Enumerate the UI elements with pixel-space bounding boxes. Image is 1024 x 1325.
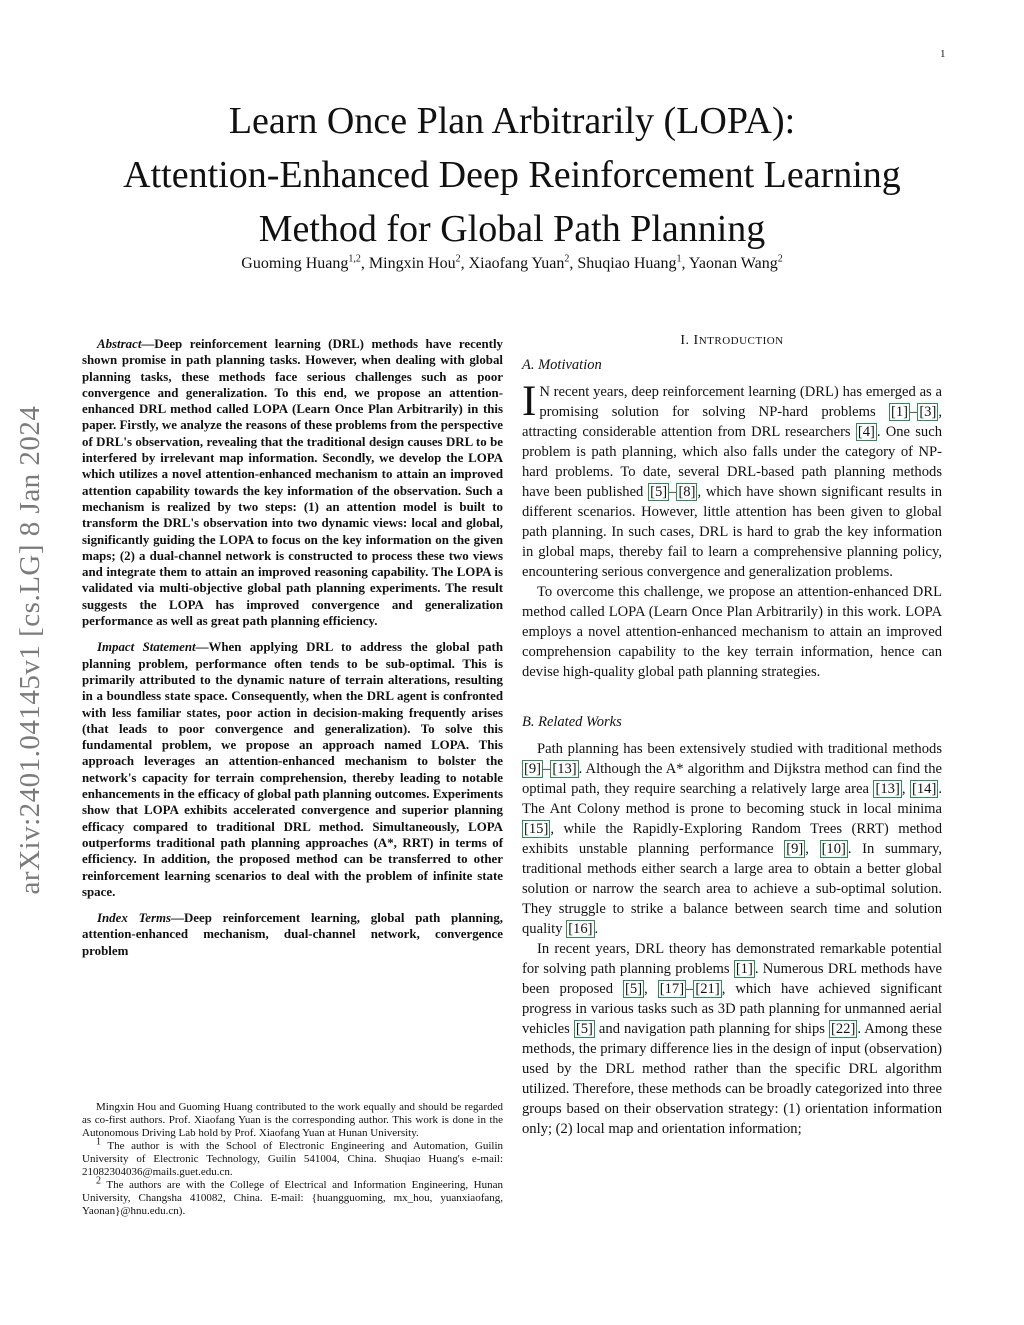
citation[interactable]: [13] (875, 781, 900, 797)
author: Mingxin Hou (368, 255, 456, 272)
footnote-1: $^1$ The author is with the School of Electronic Engineering and Automation, Guilin University of Electronic Technology, Guilin 541004, China. Shuqiao Huang's e-mail: 21082304036@mails.guet.edu.cn. (82, 1136, 503, 1178)
author: Shuqiao Huang (577, 255, 677, 272)
citation[interactable]: [15] (524, 821, 549, 837)
title-line-1: Learn Once Plan Arbitrarily (LOPA): (228, 100, 796, 142)
citation[interactable]: [4] (857, 424, 875, 440)
impact-label: Impact Statement (97, 640, 196, 655)
related-paragraph-1: Path planning has been extensively studied with traditional methods [9] – [13] . Although the A* algorithm and Dijkstra method can find the optimal path, they require searching a relatively large area [13] , [14] . The Ant Colony method is prone to becoming stuck in local minima [15] , while the Rapidly-Exploring Random Trees (RRT) method exhibits unstable planning performance [9] , [10] . In summary, traditional methods either search a large area to obtain a better global solution or narrow the search area to achieve a sub-optimal solution. They struggle to strike a balance between search time and solution quality [16] . (522, 741, 942, 937)
arxiv-sidebar (10, 370, 50, 930)
drop-cap: I (522, 378, 537, 425)
index-terms-label: Index Terms (97, 911, 172, 926)
footnotes (82, 1101, 503, 1218)
section-heading-introduction: I. INTRODUCTION (680, 333, 784, 348)
author: Yaonan Wang (688, 255, 778, 272)
citation[interactable]: [5] (575, 1021, 593, 1037)
citation[interactable]: [13] (552, 761, 577, 777)
citation[interactable]: [22] (831, 1021, 856, 1037)
author: Guoming Huang (241, 255, 349, 272)
footnote-2: $^2$ The authors are with the College of Electrical and Information Engineering, Hunan University, Changsha 410082, China. E-mail: {huangguoming, mx_hou, yuanxiaofang, Yaonan}@hnu.edu.cn). (82, 1175, 503, 1217)
right-column (522, 333, 942, 1139)
citation[interactable]: [17] (659, 981, 685, 997)
citation[interactable]: [3] (919, 404, 937, 420)
arxiv-identifier: arXiv:2401.04145v1 [cs.LG] 8 Jan 2024 (14, 405, 46, 895)
page-number: 1 (940, 48, 946, 60)
subsection-related-works: B. Related Works (522, 714, 622, 730)
citation[interactable]: [5] (625, 981, 643, 997)
author: Xiaofang Yuan (468, 255, 565, 272)
abstract: Abstract—Deep reinforcement learning (DRL) methods have recently shown promise in path planning tasks. However, when dealing with global planning tasks, these methods face serious challenges such as poor convergence and generalization. To this end, we propose an attention-enhanced DRL method called LOPA (Learn Once Plan Arbitrarily) in this paper. Firstly, we analyze the reasons of these problems from the perspective of DRL's observation, revealing that the traditional design causes DRL to be interfered by irrelevant map information. Secondly, we develop the LOPA which utilizes a novel attention-enhanced mechanism to attain an improved attention capability towards the key information of the observation. Such a mechanism is realized by two steps: (1) an attention model is built to transform the DRL's observation into two dynamic views: local and global, significantly guiding the LOPA to focus on the key information on the given maps; (2) a dual-channel network is constructed to process these two views and integrate them to attain an improved reasoning capability. The LOPA is validated via multi-objective global path planning experiments. The result suggests the LOPA has improved convergence and generalization performance as well as great path planning efficiency. (82, 337, 503, 629)
left-column (82, 336, 503, 959)
citation[interactable]: [9] (524, 761, 542, 777)
citation[interactable]: [10] (821, 841, 846, 857)
title-line-2: Attention-Enhanced Deep Reinforcement Learning (123, 154, 901, 196)
intro-paragraph-1: I N recent years, deep reinforcement learning (DRL) has emerged as a promising solution for solving NP-hard problems [1] – [3] , attracting considerable attention from DRL researchers [4] . One such problem is path planning, which also falls under the category of NP-hard problems. To date, several DRL-based path planning methods have been published [5] – [8] , which have shown significant results in different scenarios. However, little attention has been given to global path planning. In such cases, DRL is hard to grab the key information in global maps, thereby fail to learn a comprehensive planning policy, encountering serious convergence and generalization problems. (522, 378, 943, 580)
citation[interactable]: [8] (678, 484, 696, 500)
citation[interactable]: [5] (650, 484, 668, 500)
related-paragraph-2: In recent years, DRL theory has demonstrated remarkable potential for solving path planning problems [1] . Numerous DRL methods have been proposed [5] , [17] – [21] , which have achieved significant progress in various tasks such as 3D path planning for unmanned aerial vehicles [5] and navigation path planning for ships [22] . Among these methods, the primary difference lies in the design of input (observation) used by the DRL method rather than the specific DRL algorithm utilized. Therefore, these methods can be broadly categorized into three groups based on their observation strategy: (1) orientation information only; (2) local map and orientation information; (522, 941, 942, 1137)
citation[interactable]: [16] (568, 921, 593, 937)
citation[interactable]: [1] (890, 404, 909, 420)
citation[interactable]: [21] (695, 981, 720, 997)
subsection-motivation: A. Motivation (522, 357, 602, 373)
paper-title (60, 94, 964, 256)
impact-text: When applying DRL to address the global path planning problem, performance often tends to be sub-optimal. This is primarily attributed to the dynamic nature of terrain alterations, resulting in a boundless state space. Consequently, when the DRL agent is confronted with less familiar states, poor action in decision-making frequently arises (that leads to poor convergence and generalization). To solve this fundamental problem, we propose an approach named LOPA. This approach leverages an attention-enhanced mechanism to bolster the network's capacity for terrain comprehension, thereby leading to notable enhancements in the efficacy of global path planning outcomes. Experiments show that LOPA exhibits accelerated convergence and superior planning efficacy compared to traditional DRL method. Simultaneously, LOPA outperforms traditional path planning approaches (A*, RRT) in terms of efficiency. In addition, the proposed method can be transferred to other reinforcement learning scenarios to deal with the problem of infinite state space. (82, 640, 503, 899)
index-terms: Index Terms—Deep reinforcement learning, global path planning, attention-enhanced mechanism, dual-channel network, convergence problem (82, 911, 503, 958)
citation[interactable]: [9] (786, 841, 804, 857)
author-affiliation: 2 (564, 253, 570, 265)
author-affiliation: 2 (777, 253, 783, 265)
citation[interactable]: [14] (912, 781, 937, 797)
footnote-contribution: Mingxin Hou and Guoming Huang contributed to the work equally and should be regarded as co-first authors. Prof. Xiaofang Yuan is the corresponding author. This work is done in the Autonomous Driving Lab hold by Prof. Xiaofang Yuan at Hunan University. (82, 1101, 503, 1139)
index-terms-text: Deep reinforcement learning, global path planning, attention-enhanced mechanism, dual-channel network, convergence problem (82, 911, 503, 958)
author-list: Guoming Huang$^{1,2}$, Mingxin Hou$^2$, Xiaofang Yuan$^2$, Shuqiao Huang$^1$, Yaonan Wang$^2$ (241, 253, 783, 272)
citation[interactable]: [1] (735, 961, 753, 977)
title-line-3: Method for Global Path Planning (258, 208, 766, 250)
abstract-label: Abstract (97, 337, 142, 351)
author-affiliation: 1 (676, 253, 682, 265)
abstract-text: Deep reinforcement learning (DRL) methods have recently shown promise in path planning tasks. However, when dealing with global planning tasks, these methods face serious challenges such as poor convergence and generalization. To this end, we propose an attention-enhanced DRL method called LOPA (Learn Once Plan Arbitrarily) in this paper. Firstly, we analyze the reasons of these problems from the perspective of DRL's observation, revealing that the traditional design causes DRL to be interfered by irrelevant map information. Secondly, we develop the LOPA which utilizes a novel attention-enhanced mechanism to attain an improved attention capability towards the key information of the observation. Such a mechanism is realized by two steps: (1) an attention model is built to transform the DRL's observation into two dynamic views: local and global, significantly guiding the LOPA to focus on the key information on the given maps; (2) a dual-channel network is constructed to process these two views and integrate them to attain an improved reasoning capability. The LOPA is validated via multi-objective global path planning experiments. The result suggests the LOPA has improved convergence and generalization performance as well as great path planning efficiency. (82, 337, 503, 629)
author-affiliation: 1,2 (348, 253, 361, 265)
intro-paragraph-2: To overcome this challenge, we propose an attention-enhanced DRL method called LOPA (Learn Once Plan Arbitrarily) in this work. LOPA employs a novel attention-enhanced mechanism to attain an improved comprehension capability to the key terrain information, hence can devise high-quality global path planning strategies. (522, 584, 942, 680)
impact-statement: Impact Statement—When applying DRL to address the global path planning problem, performance often tends to be sub-optimal. This is primarily attributed to the dynamic nature of terrain alterations, resulting in a boundless state space. Consequently, when the DRL agent is confronted with less familiar states, poor action in decision-making frequently arises (that leads to poor convergence and generalization). To solve this fundamental problem, we propose an approach named LOPA. This approach leverages an attention-enhanced mechanism to bolster the network's capacity for terrain comprehension, thereby leading to notable enhancements in the efficacy of global path planning outcomes. Experiments show that LOPA exhibits accelerated convergence and superior planning efficacy compared to traditional DRL method. Simultaneously, LOPA outperforms traditional path planning approaches (A*, RRT) in terms of efficiency. In addition, the proposed method can be transferred to other reinforcement learning scenarios to deal with the problem of infinite state space. (82, 640, 503, 899)
author-affiliation: 2 (455, 253, 461, 265)
